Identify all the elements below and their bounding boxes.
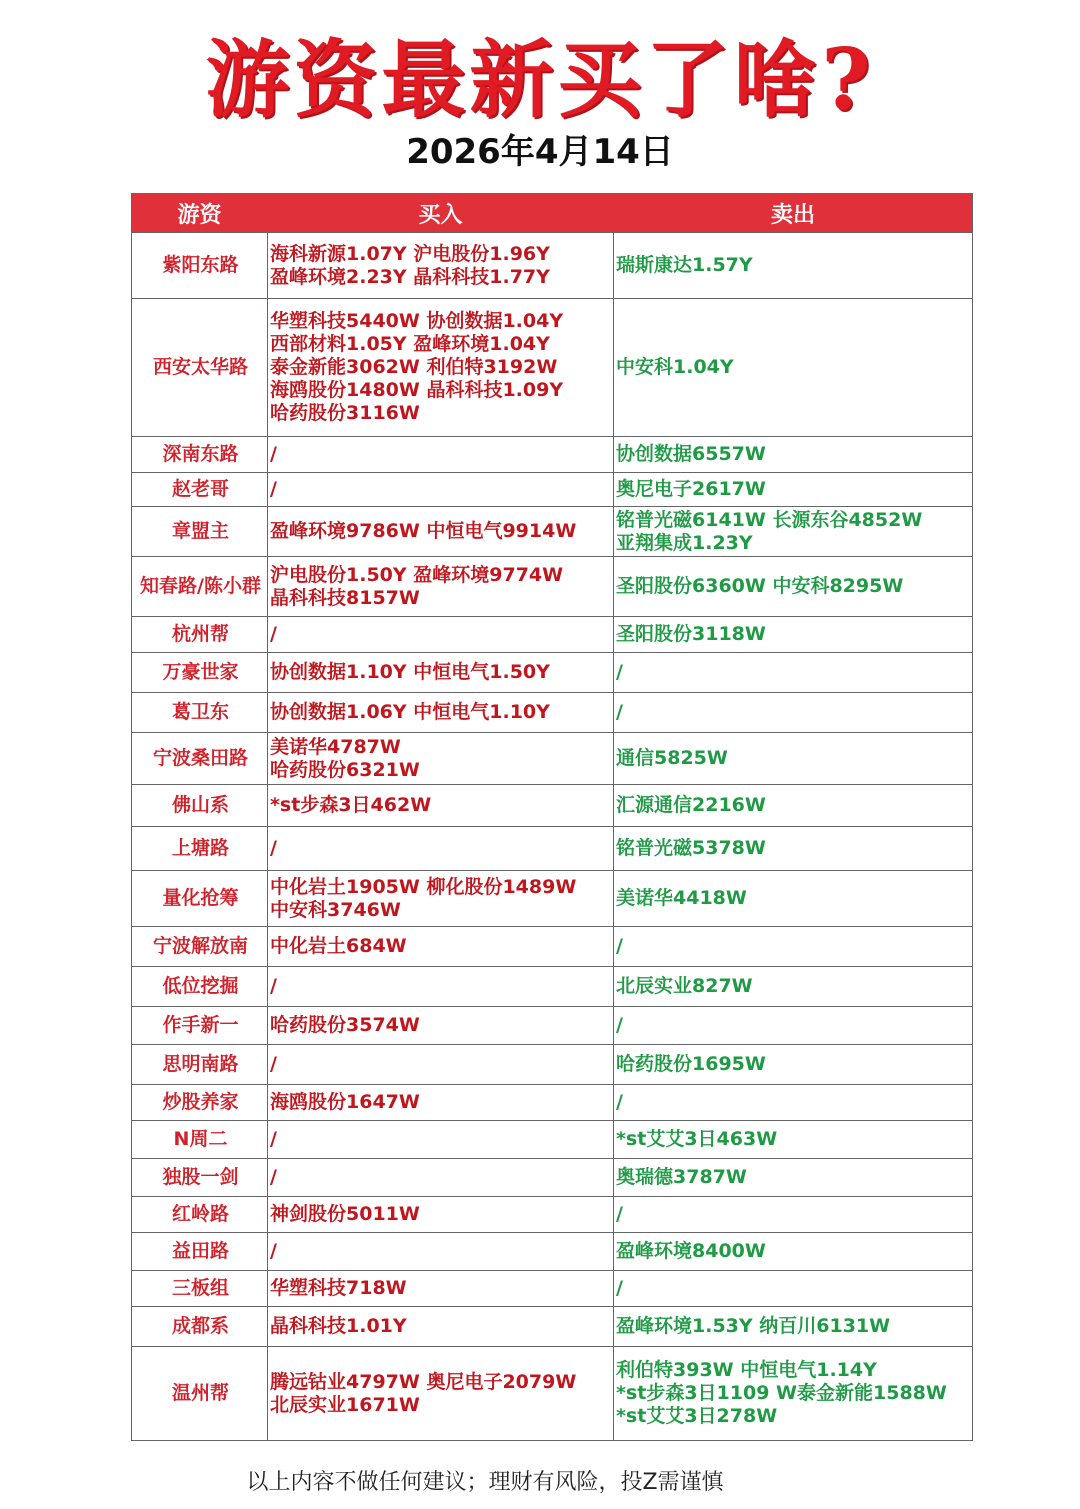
- buy-entry: 西部材料1.05Y 盈峰环境1.04Y: [270, 333, 550, 355]
- buy-entry: 华塑科技718W: [270, 1277, 407, 1299]
- trader-name-cell: 万豪世家: [132, 653, 268, 693]
- table-row: [132, 871, 973, 927]
- trader-name-cell: 三板组: [132, 1271, 268, 1307]
- sell-entry: 瑞斯康达1.57Y: [616, 254, 753, 276]
- buy-cell: [268, 437, 614, 473]
- sell-cell: [614, 1271, 973, 1307]
- buy-entry: 晶科科技8157W: [270, 586, 420, 609]
- buy-entry: 盈峰环境2.23Y 晶科科技1.77Y: [270, 265, 550, 288]
- buy-entry: *st步森3日462W: [270, 794, 432, 816]
- sell-entry: 美诺华4418W: [616, 887, 747, 909]
- buy-cell: [268, 1347, 614, 1441]
- table-row: [132, 733, 973, 785]
- date-subtitle: 2026年4月14日: [406, 132, 674, 172]
- sell-entry: 汇源通信2216W: [616, 794, 766, 816]
- trader-name-cell: 量化抢筹: [132, 871, 268, 927]
- trader-name-cell: 作手新一: [132, 1007, 268, 1045]
- trader-name-cell: 思明南路: [132, 1045, 268, 1085]
- table-row: [132, 785, 973, 827]
- sell-entry: 铭普光磁6141W 长源东谷4852W: [616, 508, 923, 531]
- table-row: [132, 1307, 973, 1347]
- sell-entry: 协创数据6557W: [616, 443, 766, 465]
- table-row: [132, 653, 973, 693]
- table-row: [132, 927, 973, 967]
- buy-entry: 晶科科技1.01Y: [270, 1315, 407, 1337]
- table-body: [132, 233, 973, 1441]
- sell-cell: [614, 507, 973, 557]
- buy-entry: 中化岩土684W: [270, 935, 407, 957]
- buy-entry: 华塑科技5440W 协创数据1.04Y: [270, 310, 564, 332]
- sell-cell: [614, 1307, 973, 1347]
- trader-name-cell: 知春路/陈小群: [132, 557, 268, 617]
- table-row: [132, 1121, 973, 1159]
- buy-entry: 中安科3746W: [270, 898, 401, 921]
- sell-entry: *st艾艾3日463W: [616, 1128, 778, 1150]
- table-row: [132, 617, 973, 653]
- page-title: 游资最新买了啥?: [205, 30, 875, 129]
- table-header-row: [132, 194, 973, 233]
- buy-entry: /: [270, 1240, 277, 1262]
- buy-cell: [268, 507, 614, 557]
- sell-cell: [614, 437, 973, 473]
- buy-entry: 哈药股份3116W: [270, 402, 420, 424]
- trader-name-cell: 西安太华路: [132, 299, 268, 437]
- buy-entry: 海鸥股份1647W: [270, 1091, 420, 1113]
- sell-cell: [614, 233, 973, 299]
- buy-entry: /: [270, 837, 277, 859]
- sell-entry: 圣阳股份6360W 中安科8295W: [616, 575, 904, 597]
- table-row: [132, 1197, 973, 1233]
- trader-name-cell: 低位挖掘: [132, 967, 268, 1007]
- buy-cell: [268, 1085, 614, 1121]
- trader-name-cell: 独股一剑: [132, 1159, 268, 1197]
- sell-cell: [614, 1233, 973, 1271]
- table-row: [132, 1347, 973, 1441]
- table-row: [132, 557, 973, 617]
- buy-entry: 中化岩土1905W 柳化股份1489W: [270, 875, 577, 898]
- buy-entry: /: [270, 478, 277, 500]
- sell-cell: [614, 733, 973, 785]
- column-header-buy: 买入: [268, 194, 614, 233]
- trader-name-cell: 益田路: [132, 1233, 268, 1271]
- trading-table: [131, 193, 973, 1441]
- buy-cell: [268, 927, 614, 967]
- table-row: [132, 437, 973, 473]
- sell-entry: 奥瑞德3787W: [616, 1166, 747, 1188]
- trader-name-cell: 温州帮: [132, 1347, 268, 1441]
- buy-cell: [268, 733, 614, 785]
- buy-entry: 海科新源1.07Y 沪电股份1.96Y: [270, 242, 550, 265]
- trader-name-cell: 深南东路: [132, 437, 268, 473]
- table-row: [132, 827, 973, 871]
- trader-name-cell: N周二: [132, 1121, 268, 1159]
- table-row: [132, 1007, 973, 1045]
- sell-cell: [614, 1159, 973, 1197]
- column-header-trader: 游资: [132, 194, 268, 233]
- sell-cell: [614, 785, 973, 827]
- sell-entry: 铭普光磁5378W: [616, 837, 766, 859]
- sell-entry: /: [616, 1277, 623, 1299]
- trader-name-cell: 宁波桑田路: [132, 733, 268, 785]
- sell-cell: [614, 557, 973, 617]
- trader-name-cell: 成都系: [132, 1307, 268, 1347]
- buy-entry: 海鸥股份1480W 晶科科技1.09Y: [270, 379, 564, 401]
- sell-entry: 中安科1.04Y: [616, 356, 734, 378]
- buy-cell: [268, 299, 614, 437]
- buy-cell: [268, 1159, 614, 1197]
- disclaimer-note: 以上内容不做任何建议；理财有风险，投Z需谨慎: [246, 1470, 724, 1495]
- buy-cell: [268, 967, 614, 1007]
- table-row: [132, 967, 973, 1007]
- trader-name-cell: 章盟主: [132, 507, 268, 557]
- sell-cell: [614, 1197, 973, 1233]
- table-row: [132, 1159, 973, 1197]
- buy-cell: [268, 1045, 614, 1085]
- trader-name-cell: 佛山系: [132, 785, 268, 827]
- buy-entry: /: [270, 1166, 277, 1188]
- buy-cell: [268, 827, 614, 871]
- sell-entry: *st艾艾3日278W: [616, 1405, 778, 1427]
- buy-entry: 协创数据1.06Y 中恒电气1.10Y: [270, 701, 550, 723]
- table-row: [132, 507, 973, 557]
- table-row: [132, 1045, 973, 1085]
- sell-entry: 亚翔集成1.23Y: [616, 531, 753, 554]
- sell-cell: [614, 1045, 973, 1085]
- buy-entry: 沪电股份1.50Y 盈峰环境9774W: [270, 563, 564, 586]
- buy-entry: 哈药股份6321W: [270, 758, 420, 781]
- buy-entry: 北辰实业1671W: [270, 1393, 420, 1416]
- sell-entry: /: [616, 1203, 623, 1225]
- buy-cell: [268, 1007, 614, 1045]
- table-row: [132, 1233, 973, 1271]
- trader-name-cell: 红岭路: [132, 1197, 268, 1233]
- sell-cell: [614, 871, 973, 927]
- sell-cell: [614, 927, 973, 967]
- buy-cell: [268, 557, 614, 617]
- table-row: [132, 233, 973, 299]
- sell-cell: [614, 827, 973, 871]
- sell-entry: 北辰实业827W: [616, 975, 753, 997]
- trader-name-cell: 宁波解放南: [132, 927, 268, 967]
- trader-name-cell: 杭州帮: [132, 617, 268, 653]
- buy-cell: [268, 653, 614, 693]
- sell-cell: [614, 693, 973, 733]
- buy-entry: 腾远钴业4797W 奥尼电子2079W: [270, 1370, 577, 1393]
- buy-cell: [268, 233, 614, 299]
- sell-cell: [614, 1007, 973, 1045]
- buy-cell: [268, 473, 614, 507]
- sell-cell: [614, 617, 973, 653]
- sell-entry: 盈峰环境1.53Y 纳百川6131W: [616, 1315, 891, 1337]
- sell-cell: [614, 653, 973, 693]
- sell-entry: 圣阳股份3118W: [616, 623, 766, 645]
- buy-cell: [268, 1121, 614, 1159]
- trader-name-cell: 葛卫东: [132, 693, 268, 733]
- buy-entry: /: [270, 1128, 277, 1150]
- buy-entry: /: [270, 975, 277, 997]
- buy-entry: 盈峰环境9786W 中恒电气9914W: [270, 520, 577, 542]
- sell-cell: [614, 967, 973, 1007]
- table-row: [132, 473, 973, 507]
- sell-entry: 奥尼电子2617W: [616, 478, 766, 500]
- sell-entry: 盈峰环境8400W: [616, 1240, 766, 1262]
- trader-name-cell: 紫阳东路: [132, 233, 268, 299]
- sell-entry: 利伯特393W 中恒电气1.14Y: [616, 1359, 877, 1381]
- sell-entry: /: [616, 701, 623, 723]
- table-row: [132, 299, 973, 437]
- buy-entry: 哈药股份3574W: [270, 1014, 420, 1036]
- sell-entry: *st步森3日1109 W泰金新能1588W: [616, 1382, 947, 1404]
- buy-entry: /: [270, 623, 277, 645]
- sell-cell: [614, 299, 973, 437]
- sell-cell: [614, 1347, 973, 1441]
- buy-cell: [268, 1307, 614, 1347]
- table-row: [132, 1085, 973, 1121]
- buy-entry: /: [270, 443, 277, 465]
- sell-entry: /: [616, 661, 623, 683]
- buy-entry: 美诺华4787W: [270, 735, 401, 758]
- buy-cell: [268, 785, 614, 827]
- sell-entry: /: [616, 1091, 623, 1113]
- trader-name-cell: 炒股养家: [132, 1085, 268, 1121]
- sell-entry: 通信5825W: [616, 747, 728, 769]
- buy-cell: [268, 693, 614, 733]
- buy-entry: 泰金新能3062W 利伯特3192W: [270, 356, 558, 378]
- buy-cell: [268, 871, 614, 927]
- table-row: [132, 693, 973, 733]
- buy-cell: [268, 617, 614, 653]
- buy-entry: /: [270, 1053, 277, 1075]
- trader-name-cell: 赵老哥: [132, 473, 268, 507]
- sell-entry: /: [616, 935, 623, 957]
- trader-name-cell: 上塘路: [132, 827, 268, 871]
- buy-cell: [268, 1271, 614, 1307]
- buy-entry: 神剑股份5011W: [270, 1203, 420, 1225]
- table-row: [132, 1271, 973, 1307]
- sell-cell: [614, 473, 973, 507]
- sell-entry: /: [616, 1014, 623, 1036]
- buy-cell: [268, 1233, 614, 1271]
- buy-entry: 协创数据1.10Y 中恒电气1.50Y: [270, 661, 550, 683]
- sell-entry: 哈药股份1695W: [616, 1053, 766, 1075]
- sell-cell: [614, 1121, 973, 1159]
- column-header-sell: 卖出: [614, 194, 973, 233]
- sell-cell: [614, 1085, 973, 1121]
- buy-cell: [268, 1197, 614, 1233]
